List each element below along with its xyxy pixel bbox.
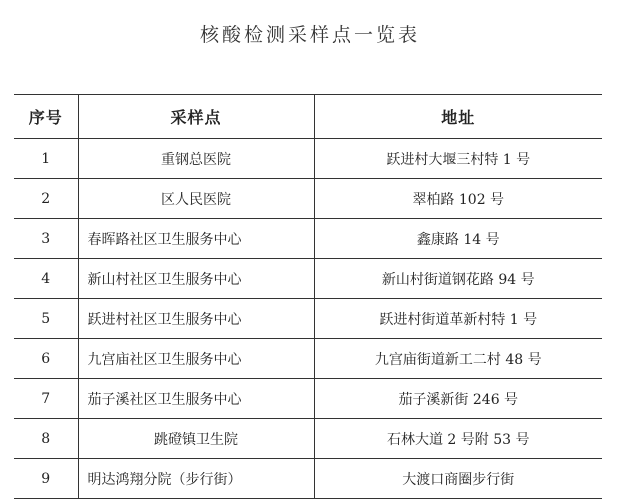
table-row bbox=[14, 339, 602, 379]
row-sampling-site: 区人民医院 bbox=[78, 179, 314, 219]
row-sampling-site: 茄子溪社区卫生服务中心 bbox=[78, 379, 314, 419]
table-row bbox=[14, 259, 602, 299]
page-title: 核酸检测采样点一览表 bbox=[199, 24, 420, 46]
row-sampling-site: 明达鸿翔分院（步行街） bbox=[78, 459, 314, 499]
table-row bbox=[14, 459, 602, 499]
row-sampling-site: 重钢总医院 bbox=[78, 139, 314, 179]
row-serial-number: 4 bbox=[14, 259, 78, 299]
row-address: 石林大道 2 号附 53 号 bbox=[314, 419, 602, 459]
row-serial-number: 3 bbox=[14, 219, 78, 259]
row-serial-number: 5 bbox=[14, 299, 78, 339]
header-address: 地址 bbox=[314, 95, 602, 139]
row-serial-number: 8 bbox=[14, 419, 78, 459]
header-serial-number: 序号 bbox=[14, 95, 78, 139]
table-row bbox=[14, 219, 602, 259]
row-sampling-site: 春晖路社区卫生服务中心 bbox=[78, 219, 314, 259]
row-sampling-site: 九宫庙社区卫生服务中心 bbox=[78, 339, 314, 379]
row-serial-number: 7 bbox=[14, 379, 78, 419]
table-row bbox=[14, 139, 602, 179]
row-sampling-site: 跃进村社区卫生服务中心 bbox=[78, 299, 314, 339]
row-address: 新山村街道钢花路 94 号 bbox=[314, 259, 602, 299]
row-sampling-site: 跳磴镇卫生院 bbox=[78, 419, 314, 459]
table-row bbox=[14, 379, 602, 419]
table-row bbox=[14, 179, 602, 219]
row-address: 翠柏路 102 号 bbox=[314, 179, 602, 219]
table-header-row bbox=[14, 95, 602, 139]
row-serial-number: 6 bbox=[14, 339, 78, 379]
row-address: 九宫庙街道新工二村 48 号 bbox=[314, 339, 602, 379]
row-serial-number: 1 bbox=[14, 139, 78, 179]
header-sampling-site: 采样点 bbox=[78, 95, 314, 139]
row-address: 大渡口商圈步行街 bbox=[314, 459, 602, 499]
table-row bbox=[14, 299, 602, 339]
row-sampling-site: 新山村社区卫生服务中心 bbox=[78, 259, 314, 299]
row-address: 跃进村大堰三村特 1 号 bbox=[314, 139, 602, 179]
row-address: 跃进村街道革新村特 1 号 bbox=[314, 299, 602, 339]
sampling-sites-table bbox=[14, 94, 602, 499]
row-serial-number: 9 bbox=[14, 459, 78, 499]
row-address: 鑫康路 14 号 bbox=[314, 219, 602, 259]
row-address: 茄子溪新街 246 号 bbox=[314, 379, 602, 419]
row-serial-number: 2 bbox=[14, 179, 78, 219]
table-row bbox=[14, 419, 602, 459]
